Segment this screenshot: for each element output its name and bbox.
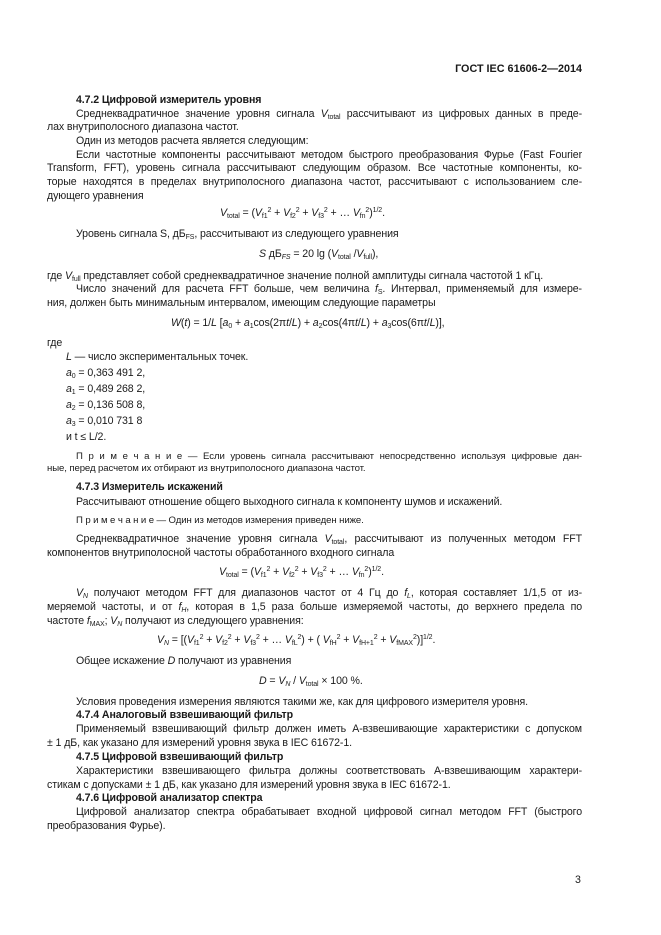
page-number: 3: [575, 874, 581, 886]
coefficient-a3: $a_3 = 0,010$ 731 8: [66, 415, 143, 428]
paragraph-line: Среднеквадратичное значение уровня сигнала $V_{total}$, рассчитывают из полученных методом FFT: [76, 533, 583, 546]
condition-t: и t ≤ L/2.: [66, 431, 107, 443]
paragraph-line: Среднеквадратичное значение уровня сигнала $V_{total}$ рассчитывают из цифровых данных в преде-: [76, 108, 583, 121]
paragraph-line: преобразования Фурье).: [47, 820, 166, 832]
paragraph-line: Уровень сигнала S, $дБ_{FS}$, рассчитывают из следующего уравнения: [76, 228, 399, 241]
paragraph-line: Общее искажение D получают из уравнения: [76, 655, 292, 667]
equation-vtotal-2: $V_{total} = (V_{f1}^2 + V_{f2}^2 + V_{f3}^2$ + … $V_{fn}^2)^{1/2}$.: [219, 566, 384, 579]
coefficient-a1: $a_1 = 0,489$ 268 2,: [66, 383, 146, 396]
note: П р и м е ч а н и е — Один из методов измерения приведен ниже.: [76, 515, 364, 526]
paragraph-line: Применяемый взвешивающий фильтр должен иметь А-взвешивающие характеристики с допуском: [76, 723, 582, 735]
paragraph-line: где $V_{full}$ представляет собой среднеквадратичное значение полной амплитуды сигнала частотой 1 кГц.: [47, 270, 544, 283]
section-heading-4-7-3: 4.7.3 Измеритель искажений: [76, 481, 223, 493]
paragraph-line: дующего уравнения: [47, 190, 144, 202]
equation-window: W(t) = 1/L $[a_0 + a_1\cos(2\pi t/L) + a_2\cos(4\pi t/L) + a_3\cos(6\pi t/L)]$,: [171, 317, 445, 330]
paragraph-line: Цифровой анализатор спектра обрабатывает входной цифровой сигнал методом FFT (быстрого: [76, 806, 582, 818]
paragraph-line: Transform, FFT), уровень сигнала рассчитывают следующим образом. Все частотные компоненты, ко-: [47, 162, 582, 174]
equation-level: S $дБ_{FS} = 20$ $\lg (V_{total}$ $/V_{full}$),: [259, 248, 379, 261]
equation-vtotal: $V_{total} = (V_{f1}^2 + V_{f2}^2 + V_{f3}^2$ + … $V_{fn}^2)^{1/2}$.: [220, 207, 385, 220]
paragraph-line: $V_N$ получают методом FFT для диапазонов частот от 4 Гц до $f_L$, которая составляет 1/1,5 от из-: [76, 587, 582, 600]
coefficient-a2: $a_2 = 0,136$ 508 8,: [66, 399, 146, 412]
paragraph-line: Рассчитывают отношение общего выходного сигнала к компоненту шумов и искажений.: [76, 496, 503, 508]
equation-vn: $V_N = [(V_{f1}^2 + V_{f2}^2 + V_{f3}^2$ + … $V_{fL}^2$) + ( $V_{fH}^2 + V_{fH+1}^2 + V_{fMAX}^2)]^{1/2}$.: [157, 634, 436, 647]
where-label: где: [47, 337, 63, 349]
section-heading-4-7-5: 4.7.5 Цифровой взвешивающий фильтр: [76, 751, 284, 763]
paragraph-line: Число значений для расчета FFT больше, чем величина $f_S$. Интервал, применяемый для измере-: [76, 283, 582, 296]
section-heading-4-7-6: 4.7.6 Цифровой анализатор спектра: [76, 792, 263, 804]
section-heading-4-7-4: 4.7.4 Аналоговый взвешивающий фильтр: [76, 709, 294, 721]
note: П р и м е ч а н и е — Если уровень сигнала рассчитывают непосредственно используя цифровые дан-: [76, 451, 582, 462]
note-line: ные, перед расчетом их отбирают из внутриполосного диапазона частот.: [47, 463, 366, 474]
paragraph-line: лах внутриполосного диапазона частот.: [47, 121, 239, 133]
paragraph-line: меряемой частоты, и от $f_H$, которая в 1,5 раза больше измеряемой частоты, до верхнего предела по: [47, 601, 582, 614]
definition-L: L — число экспериментальных точек.: [66, 351, 249, 363]
coefficient-a0: $a_0 = 0,363$ 491 2,: [66, 367, 146, 380]
paragraph-line: торые находятся в пределах внутриполосного диапазона частот, рассчитывают с использованием сле-: [47, 176, 582, 188]
paragraph-line: компонентов внутриполосной частоты обработанного входного сигнала: [47, 547, 395, 559]
document-id-header: ГОСТ IEC 61606-2—2014: [455, 63, 582, 75]
equation-distortion: $D = V_N / V_{total} \times 100$ %.: [259, 675, 363, 688]
paragraph-line: Если частотные компоненты рассчитывают методом быстрого преобразования Фурье (Fast Fourier: [76, 149, 582, 161]
paragraph-line: Характеристики взвешивающего фильтра должны соответствовать А-взвешивающим характери-: [76, 765, 582, 777]
paragraph-line: ния, должен быть минимальным интервалом, имеющим следующие параметры: [47, 297, 436, 309]
paragraph-line: Один из методов расчета является следующим:: [76, 135, 309, 147]
section-heading-4-7-2: 4.7.2 Цифровой измеритель уровня: [76, 94, 262, 106]
paragraph-line: частоте $f_{MAX}$; $V_N$ получают из следующего уравнения:: [47, 615, 304, 628]
paragraph-line: ± 1 дБ, как указано для измерений уровня звука в IEC 61672-1.: [47, 737, 352, 749]
paragraph-line: стикам с допусками ± 1 дБ, как указано для измерений уровня звука в IEC 61672-1.: [47, 779, 451, 791]
paragraph-line: Условия проведения измерения являются такими же, как для цифрового измерителя уровня.: [76, 696, 529, 708]
